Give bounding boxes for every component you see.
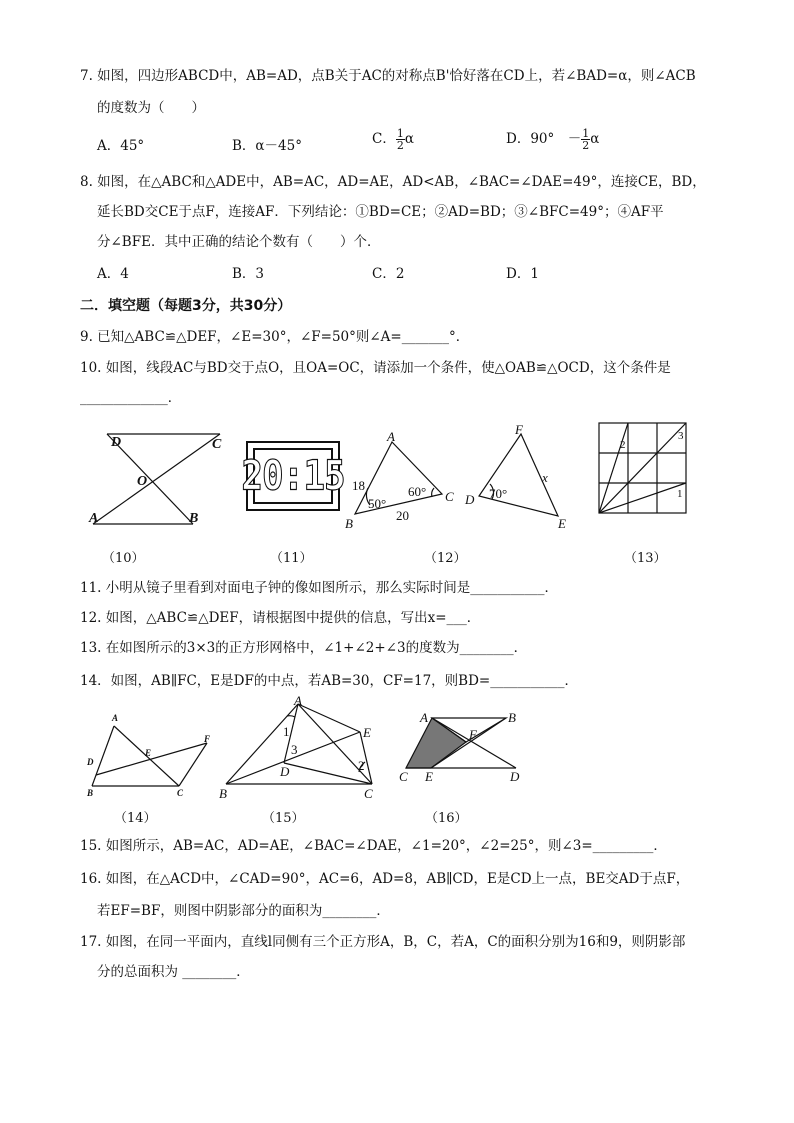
fig12-side-20: 20 [396, 508, 409, 523]
fig15-angle-1: 1 [283, 724, 290, 739]
q7-option-c-num: 1 [396, 127, 404, 140]
q7-option-d[interactable] [506, 128, 599, 151]
q10-line2: _____________． [80, 390, 182, 406]
fig12-label-f: F [515, 422, 523, 437]
fig11-caption: （11） [270, 551, 313, 566]
fig16-label-a: A [420, 710, 428, 725]
fig13-angle-2: 2 [620, 439, 626, 451]
fig12-label-d: D [465, 492, 475, 507]
q8-option-a[interactable]: A．4 [97, 266, 129, 282]
q7-option-d-num: 1 [582, 127, 590, 140]
fig16-label-d: D [510, 769, 520, 784]
fig16-label-e: E [425, 769, 433, 784]
fig15-caption: （15） [262, 811, 305, 826]
fig16-label-b: B [508, 710, 516, 725]
figure-12-abc [340, 428, 465, 533]
q11-text: 11. 小明从镜子里看到对面电子钟的像如图所示，那么实际时间是___________． [80, 580, 559, 596]
q17-line1: 17. 如图，在同一平面内，直线l同侧有三个正方形A，B，C，若A，C的面积分别为16和9，则阴影部 [80, 934, 686, 950]
fig16-label-c: C [399, 769, 408, 784]
q7-option-c-fraction [396, 128, 405, 151]
q17-line2: 分的总面积为 ________． [97, 964, 250, 980]
q7-option-c-var: α [404, 131, 414, 147]
fig12-label-e: E [558, 516, 566, 531]
q8-option-b[interactable]: B．3 [232, 266, 265, 282]
fig10-label-b: B [189, 511, 199, 526]
fig14-label-d: D [87, 757, 94, 767]
q16-line1: 16. 如图，在△ACD中，∠CAD=90°，AC=6，AD=8，AB∥CD，E是CD上一点，BE交AD于点F， [80, 871, 690, 887]
fig12-side-18: 18 [352, 478, 365, 493]
q7-option-c[interactable] [372, 128, 414, 151]
fig14-label-e: E [145, 748, 152, 758]
q7-option-c-den: 2 [396, 139, 404, 152]
q7-option-b[interactable]: B．α－45° [232, 138, 302, 154]
q8-option-d[interactable]: D．1 [506, 266, 539, 282]
q12-text: 12. 如图，△ABC≌△DEF，请根据图中提供的信息，写出x=___． [80, 610, 481, 626]
clock-digits: 20:15 [241, 452, 345, 500]
fig16-caption: （16） [425, 811, 468, 826]
figure-16 [396, 708, 536, 788]
figure-12-def [460, 422, 575, 532]
q7-option-d-den: 2 [582, 139, 590, 152]
q9-text: 9. 已知△ABC≌△DEF，∠E=30°，∠F=50°则∠A=_______°． [80, 329, 470, 345]
fig10-label-a: A [89, 511, 99, 526]
fig12-angle-60: 60° [408, 484, 427, 499]
q7-option-c-label: C． [372, 131, 396, 147]
fig12-angle-70: 70° [489, 486, 508, 501]
fig15-label-e: E [363, 725, 371, 740]
q8-line3: 分∠BFE．其中正确的结论个数有（ ）个． [97, 234, 381, 250]
q16-line2: 若EF=BF，则图中阴影部分的面积为________． [97, 903, 390, 919]
figure-11 [241, 441, 345, 511]
q8-line1: 8. 如图，在△ABC和△ADE中，AB=AC，AD=AE，AD<AB，∠BAC=∠DAE=49°，连接CE，BD， [80, 174, 706, 190]
fig16-label-f: F [469, 727, 477, 742]
fig15-label-b: B [219, 786, 227, 801]
q7-line2: 的度数为（ ） [97, 100, 205, 116]
q8-option-c[interactable]: C．2 [372, 266, 405, 282]
fig14-label-f: F [204, 734, 211, 744]
fig14-label-a: A [112, 713, 119, 723]
fig13-angle-1: 1 [677, 488, 683, 500]
fig12-label-b: B [345, 516, 353, 531]
fig12-angle-50: 50° [368, 496, 387, 511]
fig15-angle-3: 3 [291, 742, 298, 757]
clock-display [241, 448, 345, 504]
q7-option-d-var: α [590, 131, 600, 147]
fig15-angle-2: 2 [358, 758, 365, 773]
figure-10 [85, 426, 230, 532]
figure-13 [596, 420, 690, 516]
q8-line2: 延长BD交CE于点F，连接AF．下列结论：①BD=CE；②AD=BD；③∠BFC=49°；④AF平 [97, 204, 664, 220]
q15-text: 15. 如图所示，AB=AC，AD=AE，∠BAC=∠DAE，∠1=20°，∠2=25°，则∠3=_________． [80, 838, 667, 854]
fig14-label-b: B [87, 788, 94, 798]
fig14-caption: （14） [114, 811, 157, 826]
q10-line1: 10. 如图，线段AC与BD交于点O，且OA=OC，请添加一个条件，使△OAB≌△OCD，这个条件是 [80, 360, 671, 376]
figure-15 [217, 692, 382, 802]
fig13-angle-3: 3 [678, 430, 684, 442]
q14-text: 14．如图，AB∥FC，E是DF的中点，若AB=30，CF=17，则BD=___________． [80, 673, 578, 689]
q7-line1: 7. 如图，四边形ABCD中，AB=AD，点B关于AC的对称点B'恰好落在CD上，若∠BAD=α，则∠ACB [80, 68, 696, 84]
fig12-caption: （12） [424, 551, 467, 566]
fig10-caption: （10） [102, 551, 145, 566]
fig10-label-o: O [137, 474, 148, 489]
q7-option-a[interactable]: A．45° [97, 138, 145, 154]
q7-option-d-fraction [581, 128, 590, 151]
fig15-label-a: A [294, 693, 302, 708]
q7-option-d-label: D．90° － [506, 131, 582, 147]
fig15-label-d: D [280, 764, 290, 779]
fig12-label-a: A [387, 429, 395, 444]
section-heading: 二．填空题（每题3分，共30分） [80, 298, 292, 314]
fig12-label-x: x [542, 470, 548, 485]
fig13-caption: （13） [624, 551, 667, 566]
q13-text: 13. 在如图所示的3×3的正方形网格中，∠1+∠2+∠3的度数为________． [80, 640, 528, 656]
fig14-label-c: C [177, 788, 184, 798]
fig10-label-d: D [111, 435, 122, 450]
fig12-label-c: C [445, 489, 454, 504]
fig10-label-c: C [212, 437, 222, 452]
fig15-label-c: C [364, 786, 373, 801]
figure-14 [84, 708, 219, 800]
